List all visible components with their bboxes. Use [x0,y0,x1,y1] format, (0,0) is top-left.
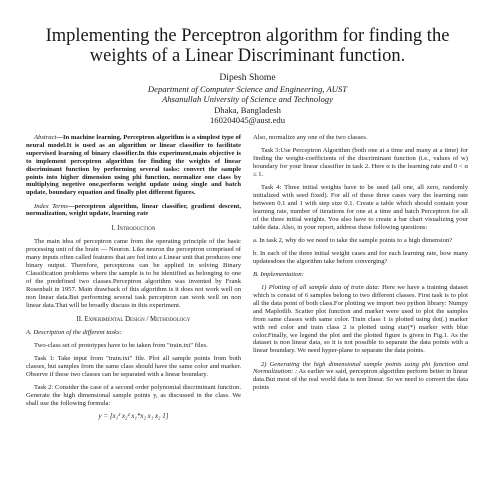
left-column [26,134,241,425]
author-name: Dipesh Shome [219,72,276,83]
normalize-paragraph: Also, normalize any one of the two classes. [253,134,368,141]
implementation-2-label: 2) Generating the high dimensional sample points using phi function and Normalization: : [253,360,468,376]
author-email: 160204045@aust.edu [210,114,285,125]
paper-title: Implementing the Perceptron algorithm for finding the weights of a Linear Discriminant function. [45,26,450,66]
subsection-heading-tasks: A. Description of the different tasks: [26,329,122,337]
abstract-text: —In machine learning, Perceptron algorithm is a simplest type of neural model.It is used as an algorithm or linear classifier to facilitate supervised learning of binary classifier.In this experiment,main objective is to implement perceptron algorithm for finding the weights of linear discriminant function by performing several tasks: convert the sample points into higher dimension using phi function, normalize one class by multiplying negetive one,perform weight update using single and batch update, boundary equation and finally plot different figures. [26,134,241,197]
author-department: Department of Computer Science and Engineering, AUST [147,84,348,95]
tasks-intro-paragraph: Two-class set of prototypes have to be taken from "train.txt" files. [34,342,208,350]
question-b: b. In each of the three initial weight cases and for each learning rate, how many updatesdoes the algorithm take before converging? [253,250,468,265]
index-terms-text: —perceptron algorithm, linear classifier, gradient descent, normalization, weight update, learning rate [26,202,241,218]
author-block [80,73,415,125]
task1-paragraph: Task 1: Take input from "train.txt" file. Plot all sample points from both classes, but samples from the same class should have the same color and marker. Observe if these two classes can be separated with a linear boundary. [26,355,241,379]
formula: y = [x₁² x₂² x₁*x₂ x₁ x₂ 1] [98,412,169,421]
index-terms [26,203,241,219]
author-location: Dhaka, Bangladesh [214,104,281,115]
section-heading-methodology: II. Experimental Design / Methodology [76,316,191,324]
right-column [253,134,468,397]
index-terms-label: Index Terms [34,202,68,210]
implementation-2-text: As earlier we said, perceptron algorithm perform better in linear data.But most of the real world data is non linear. So we need to convert the data points [253,368,468,392]
question-a: a. In task 2, why do we need to take the sample points to a high dimension? [253,236,453,244]
introduction-paragraph: The main idea of perceptron came from the operating principle of the basic processing unit of the brain — Neuron. Like neuron the perceptron comprised of many inputs often called features that are fed into a Linear unit that produces one binary output. Therefore, perceptrons can be applied in solving Binary Classification problems where the sample is to be identified as belonging to one of the predefined two classes.Perceptron algorithm was invented by Frank Rosenbalt in 1957. Main drawback of this algorithm is it does not work well on non linear data.But performing several task perceptron can work well on non linear data.That will be broadly discuss in this experiment. [26,238,241,309]
task4-paragraph: Task 4: Three initial weights have to be used (all one, all zero, randomly initialized with seed fixed). For all of these three cases vary the learning rate between 0.1 and 1 with step size 0.1. Create a table which should contain your learning rate, number of iterations for one at a time and batch Perceptron for all of the three initial weights. You also have to create a bar chart visualizing your table data. Also, in your report, address these following questions: [253,184,468,231]
abstract-label: Abstract [34,134,57,141]
implementation-1-text: Here we have a training dataset which is consist of 6 samples belong to two different classes. First task is to plot all the data point of both class.For plotting we import two python library: Numpy and Maplotlib. Scatter plot function and marker were used to plot the samples from same classes with same color. Train class 1 is plotted using dot(.) marker with red color and train class 2 is plotted using star(*) marker with blue color.Finally, we legend the plot and the plotted figure is given in Fig.1. As the dataset is non linear data, so it is not possible to separate the data points with a linear boundary. We need hyper-plane to separate the data points. [253,284,468,355]
subsection-heading-implementation: B. Implementation: [253,271,304,279]
implementation-paragraph-2 [253,361,468,393]
author-university: Ahsanullah University of Science and Technology [162,94,333,105]
implementation-paragraph-1 [253,284,468,355]
task2-paragraph: Task 2: Consider the case of a second order polynomial discriminant function. Generate the high dimensional sample points y, as discussed in the class. We shall use the following formula: [26,384,241,408]
section-heading-introduction: I. Introduction [111,225,156,233]
task3-paragraph: Task 3:Use Perceptron Algorithm (both one at a time and many at a time) for finding the weight-coefficients of the discriminant function (i.e., values of w) boundary for your linear classifier in task 2. Here α is the learning rate and 0 < α ≤ 1. [253,147,468,178]
implementation-1-label: 1) Plotting of all sample data of train data: [261,284,380,292]
abstract [26,134,241,197]
